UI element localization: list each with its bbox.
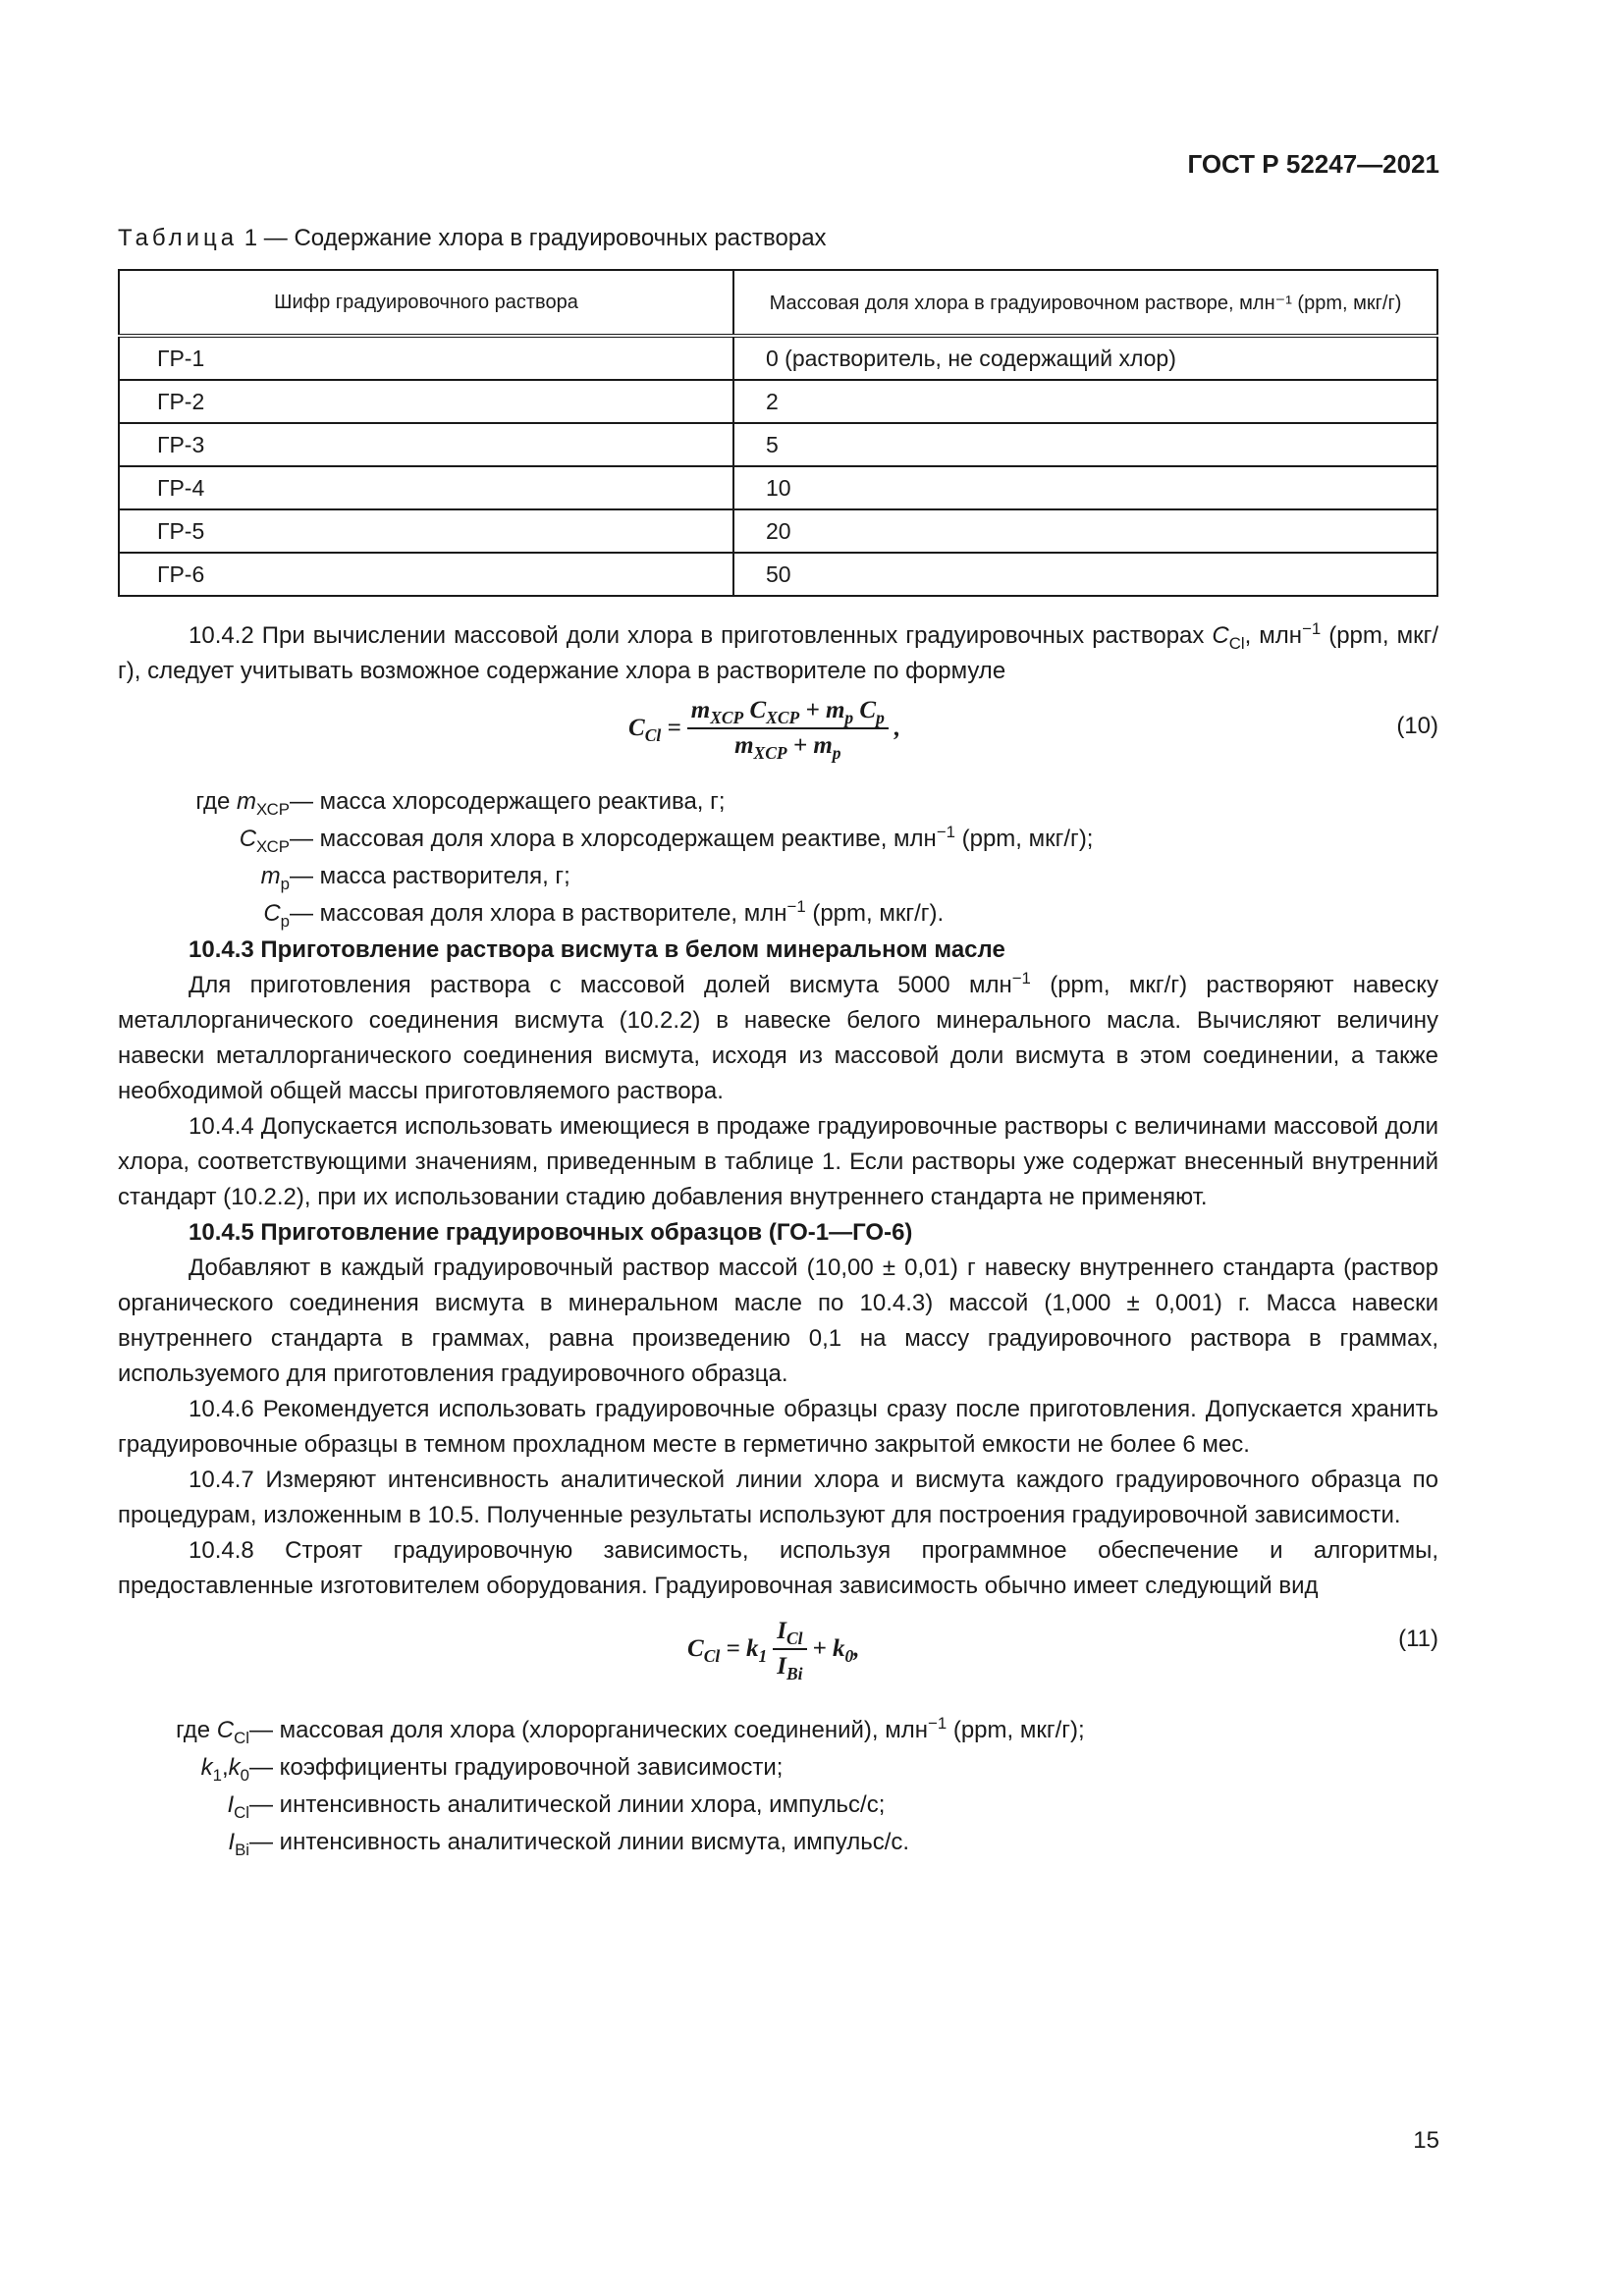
cell-value: 0 (растворитель, не содержащий хлор) <box>733 336 1437 380</box>
cell-code: ГР-6 <box>119 553 733 596</box>
table-caption-word: Таблица <box>118 225 239 251</box>
paragraph-10-4-3: Для приготовления раствора с массовой долей висмута 5000 млн$^{-1}$ (ppm, мкг/г) растворяют навеску металлорганического соединения висмута (10.2.2) в навеске белого минерального масла. Вычисляют величину навески металлорганического соединения висмута, исходя из массовой доли висмута в этом соединении, а также необходимой общей массы приготовляемого раствора. <box>118 969 1438 1104</box>
cell-value: 50 <box>733 553 1437 596</box>
table-row <box>119 380 1437 423</box>
cell-value: 5 <box>733 423 1437 466</box>
formula-11-number: (11) <box>1398 1626 1438 1652</box>
where-item: $I_{Cl}$ — интенсивность аналитической линии хлора, импульс/с; <box>227 1791 886 1822</box>
paragraph-10-4-4: 10.4.4 Допускается использовать имеющиеся в продаже градуировочные растворы с величинами массовой доли хлора, соответствующими значениям, приведенным в таблице 1. Если растворы уже содержат внесенный внутренний стандарт (10.2.2), при их использовании стадию добавления внутреннего стандарта не применяют. <box>118 1113 1438 1210</box>
cell-code: ГР-1 <box>119 336 733 380</box>
calibration-table <box>118 269 1438 597</box>
where-item: $I_{Bi}$ — интенсивность аналитической линии висмута, импульс/с. <box>228 1829 910 1859</box>
table-row <box>119 509 1437 553</box>
paragraph-10-4-6: 10.4.6 Рекомендуется использовать градуировочные образцы сразу после приготовления. Допускается хранить градуировочные образцы в темном прохладном месте в герметично закрытой емкости не более 6 мес. <box>118 1396 1438 1458</box>
where-item: $C_р$ — массовая доля хлора в растворителе, млн$^{-1}$ (ppm, мкг/г). <box>263 897 945 931</box>
heading-10-4-3: 10.4.3 Приготовление раствора висмута в белом минеральном масле <box>189 936 1005 963</box>
cell-code: ГР-3 <box>119 423 733 466</box>
formula-11 <box>118 1604 1438 1698</box>
where-item: $m_р$ — масса растворителя, г; <box>260 863 570 893</box>
paragraph-10-4-8: 10.4.8 Строят градуировочную зависимость, используя программное обеспечение и алгоритмы, предоставленные изготовителем оборудования. Градуировочная зависимость обычно имеет следующий вид <box>118 1537 1438 1599</box>
cell-value: 2 <box>733 380 1437 423</box>
cell-code: ГР-4 <box>119 466 733 509</box>
document-code: ГОСТ Р 52247—2021 <box>1187 149 1439 179</box>
formula-10-expression: $C_{Cl}$ = $\frac{m_{XCP} C_{XCP} + m_p C_p}{m_{XCP} + m_p}$ , <box>628 697 901 763</box>
where-item: где $m_{ХСР}$ — масса хлорсодержащего реактива, г; <box>195 788 726 819</box>
paragraph-10-4-2: 10.4.2 При вычислении массовой доли хлора в приготовленных градуировочных растворах $C_{Cl}$, млн$^{-1}$ (ppm, мкг/г), следует учитывать возможное содержание хлора в растворителе по формуле <box>118 619 1438 684</box>
where-item: $C_{ХСР}$ — массовая доля хлора в хлорсодержащем реактиве, млн$^{-1}$ (ppm, мкг/г); <box>239 823 1094 856</box>
column-header-code: Шифр градуировочного раствора <box>119 270 733 336</box>
cell-code: ГР-5 <box>119 509 733 553</box>
formula-10-number: (10) <box>1396 713 1438 739</box>
column-header-mass-fraction: Массовая доля хлора в градуировочном растворе, млн⁻¹ (ppm, мкг/г) <box>733 270 1437 336</box>
heading-10-4-5: 10.4.5 Приготовление градуировочных образцов (ГО-1—ГО-6) <box>189 1219 913 1246</box>
table-caption-title: 1 — Содержание хлора в градуировочных растворах <box>244 225 827 251</box>
where-item: $k_1,k_0$ — коэффициенты градуировочной зависимости; <box>200 1754 784 1785</box>
table-row <box>119 336 1437 380</box>
formula-11-expression: $C_{Cl} = k_1$ $\frac{I_{Cl}}{I_{Bi}}$ + $k_0$, <box>687 1618 860 1683</box>
formula-10 <box>118 689 1438 775</box>
cell-value: 10 <box>733 466 1437 509</box>
table-header-row <box>119 270 1437 336</box>
where-item: где $C_{Cl}$ — массовая доля хлора (хлорорганических соединений), млн$^{-1}$ (ppm, мкг/г); <box>176 1714 1085 1747</box>
paragraph-10-4-7: 10.4.7 Измеряют интенсивность аналитической линии хлора и висмута каждого градуировочного образца по процедурам, изложенным в 10.5. Полученные результаты используют для построения градуировочной зависимости. <box>118 1467 1438 1528</box>
page-number: 15 <box>1413 2127 1439 2154</box>
table-row <box>119 553 1437 596</box>
cell-value: 20 <box>733 509 1437 553</box>
table-row <box>119 423 1437 466</box>
page-content <box>118 225 1438 1861</box>
table-caption <box>118 225 1438 252</box>
paragraph-10-4-5: Добавляют в каждый градуировочный раствор массой (10,00 ± 0,01) г навеску внутреннего стандарта (раствор органического соединения висмута в минеральном масле по 10.4.3) массой (1,000 ± 0,001) г. Масса навески внутреннего стандарта в граммах, равна произведению 0,1 на массу градуировочного раствора в граммах, используемого для приготовления градуировочного образца. <box>118 1255 1438 1387</box>
cell-code: ГР-2 <box>119 380 733 423</box>
table-row <box>119 466 1437 509</box>
